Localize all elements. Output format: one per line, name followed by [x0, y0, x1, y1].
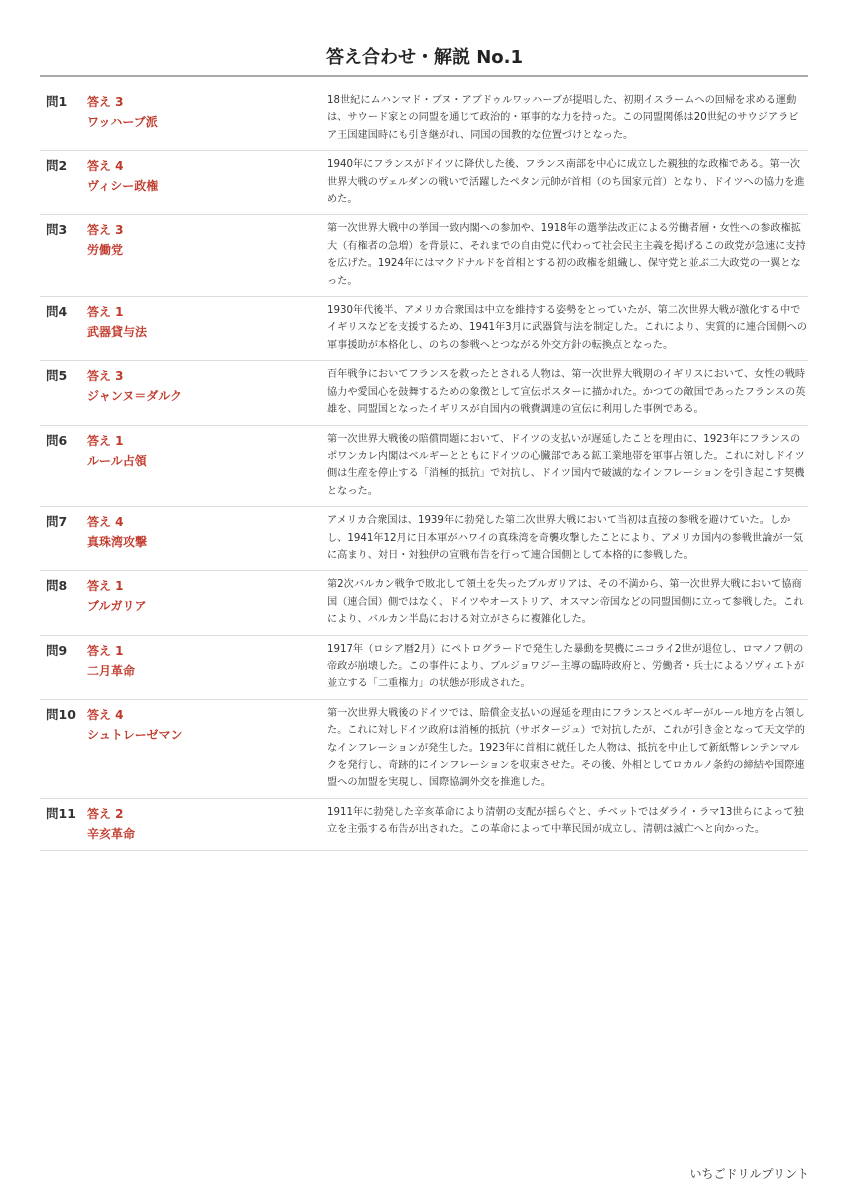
question-number: 問2	[46, 158, 68, 174]
footer-brand: いちごドリルプリント	[689, 1167, 809, 1181]
answer-row	[40, 700, 808, 799]
answer-block	[87, 804, 327, 844]
answer-number: 答え 1	[87, 643, 124, 658]
answer-block	[87, 431, 327, 471]
question-number: 問3	[46, 222, 68, 238]
answer-list	[40, 87, 808, 851]
title-divider	[40, 75, 808, 77]
answer-block	[87, 576, 327, 616]
question-number: 問10	[46, 706, 76, 722]
answer-number: 答え 4	[87, 707, 124, 722]
explanation-text: 1930年代後半、アメリカ合衆国は中立を維持する姿勢をとっていたが、第二次世界大戦が激化する中でイギリスなどを支援するため、1941年3月に武器貸与法を制定した。これにより、実質的に連合国側への軍事援助が本格化し、のちの参戦へとつながる外交方針の転換点となった。	[327, 305, 808, 351]
question-number: 問4	[46, 304, 68, 320]
explanation-text: 1917年（ロシア暦2月）にペトログラードで発生した暴動を契機にニコライ2世が退位し、ロマノフ朝の帝政が崩壊した。この事件により、ブルジョワジー主導の臨時政府と、労働者・兵士によるソヴィエトが並立する「二重権力」の状態が形成された。	[327, 643, 805, 690]
answer-block	[87, 92, 327, 132]
answer-row	[40, 636, 808, 700]
answer-block	[87, 641, 327, 681]
answer-term: ワッハーブ派	[87, 115, 158, 129]
answer-row	[40, 151, 808, 215]
answer-number: 答え 4	[87, 515, 124, 530]
answer-row	[40, 215, 808, 297]
explanation-text: 18世紀にムハンマド・ブヌ・アブドゥルワッハーブが提唱した、初期イスラームへの回帰を求める運動は、サウード家との同盟を通じて政治的・軍事的な力を持った。この同盟関係は20世紀のサウジアラビア王国建国時にも引き継がれ、同国の国教的な位置づけとなった。	[327, 95, 799, 141]
answer-block	[87, 302, 327, 342]
answer-block	[87, 512, 327, 552]
answer-term: 辛亥革命	[87, 826, 136, 841]
question-number: 問7	[46, 514, 68, 530]
explanation-text: 第一次世界大戦後のドイツでは、賠償金支払いの遅延を理由にフランスとベルギーがルール地方を占領した。これに対しドイツ政府は消極的抵抗（サボタージュ）で対抗したが、これが引き金となって天文学的なインフレーションが発生した。1923年に首相に就任した人物は、抵抗を中止して新紙幣レンテンマルクを発行し、奇跡的にインフレーションを収束させた。その後、外相としてロカルノ条約の締結や国際連盟への加盟を実現し、国際協調外交を推進した。	[327, 707, 805, 789]
question-number: 問6	[46, 432, 68, 448]
answer-block	[87, 366, 327, 406]
answer-number: 答え 3	[87, 95, 124, 109]
question-number: 問9	[46, 642, 68, 658]
answer-term: ヴィシー政権	[87, 179, 159, 194]
explanation-text: 1911年に勃発した辛亥革命により清朝の支配が揺らぐと、チベットではダライ・ラマ13世らによって独立を主張する布告が出された。この革命によって中華民国が成立し、清朝は滅亡へと向かった。	[327, 806, 804, 836]
explanation-text: 第2次バルカン戦争で敗北して領土を失ったブルガリアは、その不満から、第一次世界大戦において協商国（連合国）側ではなく、ドイツやオーストリア、オスマン帝国などの同盟国側に立って参戦した。これにより、バルカン半島における対立がさらに複雑化した。	[327, 579, 804, 626]
explanation-text: 第一次世界大戦中の挙国一致内閣への参加や、1918年の選挙法改正による労働者層・女性への参政権拡大（有権者の急増）を背景に、それまでの自由党に代わって社会民主主義を掲げるこの政党が急速に支持を広げた。1924年にはマクドナルドを首相とする初の政権を組織し、保守党と並ぶ二大政党の一翼となった。	[327, 223, 806, 287]
answer-row	[40, 507, 808, 571]
question-number: 問11	[46, 805, 76, 821]
explanation-text: 百年戦争においてフランスを救ったとされる人物は、第一次世界大戦期のイギリスにおいて、女性の戦時協力や愛国心を鼓舞するための象徴として宣伝ポスターに描かれた。かつての敵国であったフランスの英雄を、同盟国となったイギリスが自国内の戦費調達の宣伝に利用した事例である。	[327, 369, 806, 416]
answer-term: 労働党	[87, 243, 124, 258]
explanation-text: 1940年にフランスがドイツに降伏した後、フランス南部を中心に成立した親独的な政権である。第一次世界大戦のヴェルダンの戦いで活躍したペタン元帥が首相（のち国家元首）となり、ドイツへの協力を進めた。	[327, 159, 805, 206]
answer-number: 答え 1	[87, 305, 124, 320]
answer-term: 武器貸与法	[87, 325, 148, 340]
answer-row	[40, 87, 808, 151]
answer-row	[40, 799, 808, 851]
question-number: 問8	[46, 578, 68, 594]
answer-number: 答え 2	[87, 806, 124, 821]
answer-number: 答え 3	[87, 223, 124, 238]
question-number: 問5	[46, 368, 68, 384]
answer-term: シュトレーゼマン	[87, 727, 183, 742]
answer-number: 答え 1	[87, 579, 124, 594]
answer-row	[40, 426, 808, 508]
page-title: 答え合わせ・解説 No.1	[325, 47, 524, 68]
answer-block	[87, 220, 327, 260]
answer-number: 答え 1	[87, 433, 124, 448]
answer-block	[87, 705, 327, 745]
answer-row	[40, 361, 808, 425]
explanation-text: アメリカ合衆国は、1939年に勃発した第二次世界大戦において当初は直接の参戦を避けていた。しかし、1941年12月に日本軍がハワイの真珠湾を奇襲攻撃したことにより、アメリカ国内の参戦世論が一気に高まり、対日・対独伊の宣戦布告を行って連合国側として本格的に参戦した。	[327, 515, 803, 561]
answer-term: ブルガリア	[87, 599, 147, 614]
answer-row	[40, 571, 808, 635]
answer-term: 二月革命	[87, 663, 136, 678]
answer-number: 答え 4	[87, 159, 124, 174]
answer-block	[87, 156, 327, 196]
answer-term: ジャンヌ＝ダルク	[87, 389, 183, 404]
answer-row	[40, 297, 808, 361]
answer-term: ルール占領	[87, 453, 147, 468]
explanation-text: 第一次世界大戦後の賠償問題において、ドイツの支払いが遅延したことを理由に、1923年にフランスのポワンカレ内閣はベルギーとともにドイツの心臓部である鉱工業地帯を軍事占領した。これに対しドイツ側は生産を停止する「消極的抵抗」で対抗し、ドイツ国内で破滅的なインフレーションを引き起こす契機となった。	[327, 433, 805, 497]
answer-term: 真珠湾攻撃	[87, 535, 148, 550]
question-number: 問1	[46, 94, 68, 109]
answer-number: 答え 3	[87, 369, 124, 384]
